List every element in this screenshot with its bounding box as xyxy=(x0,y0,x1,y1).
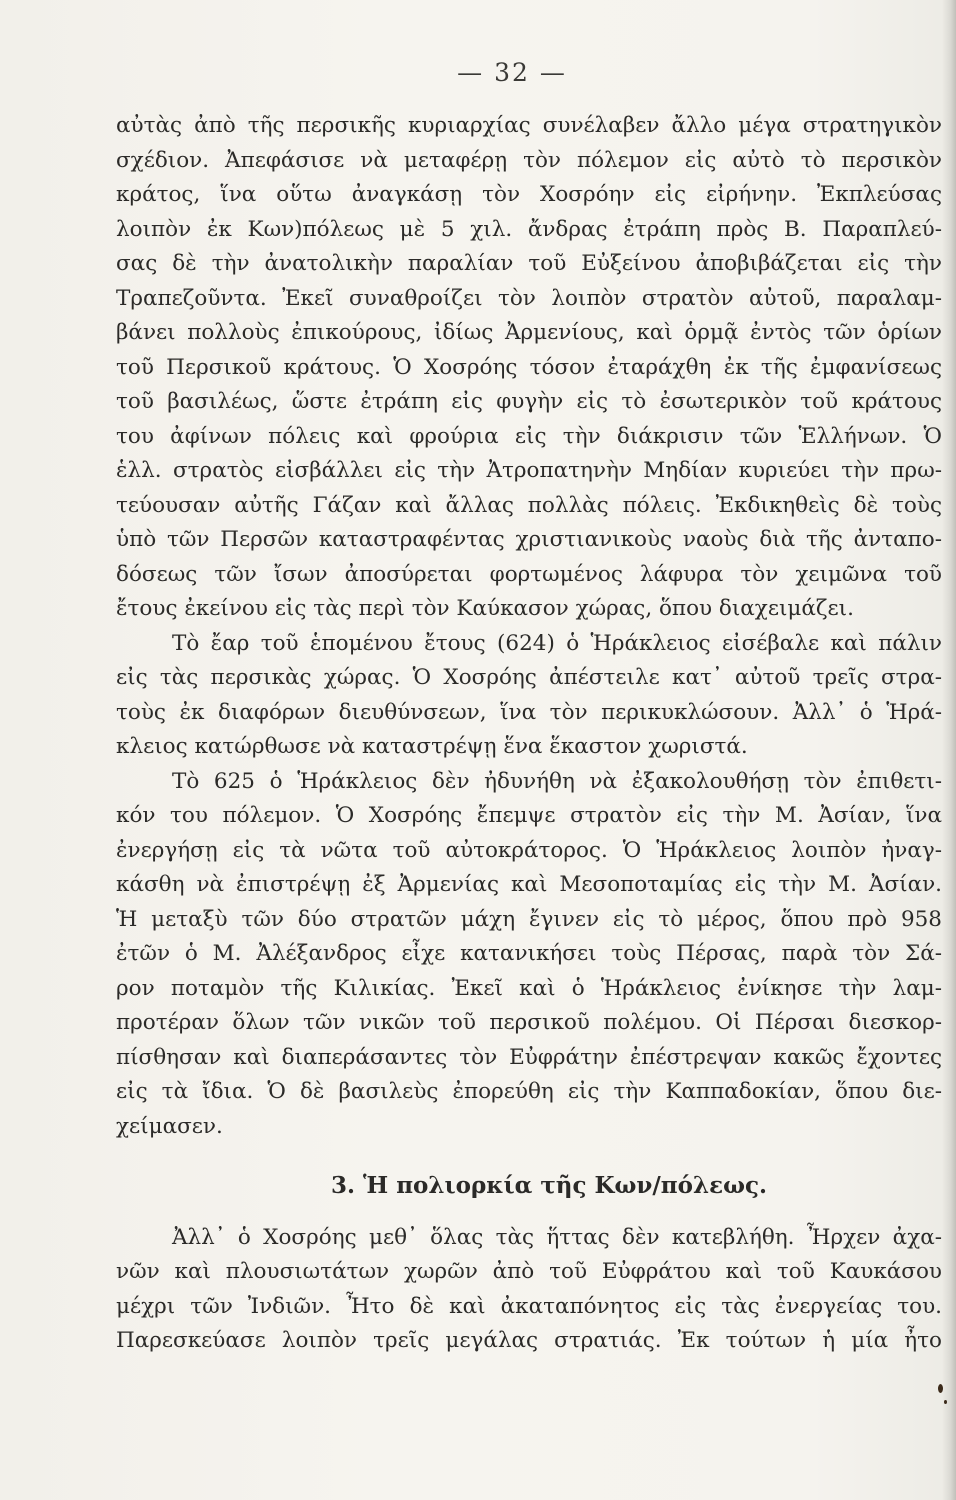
text-line: Ἡ μεταξὺ τῶν δύο στρατῶν μάχη ἔγινεν εἰς τὸ μέρος, ὅπου πρὸ 958 xyxy=(116,906,942,932)
paragraph-1 xyxy=(116,109,942,627)
text-line: Τραπεζοῦντα. Ἐκεῖ συναθροίζει τὸν λοιπὸν στρατὸν αὐτοῦ, παραλαμ- xyxy=(116,285,942,311)
text-line: Τὸ ἔαρ τοῦ ἑπομένου ἔτους (624) ὁ Ἡράκλειος εἰσέβαλε καὶ πάλιν xyxy=(172,630,942,656)
text-line: ἔτους ἐκείνου εἰς τὰς περὶ τὸν Καύκασον χώρας, ὅπου διαχειμάζει. xyxy=(116,596,854,621)
text-line: πίσθησαν καὶ διαπεράσαντες τὸν Εὐφράτην ἐπέστρεψαν κακῶς ἔχοντες xyxy=(116,1044,942,1070)
page-body xyxy=(116,109,942,1359)
text-line: δόσεως τῶν ἴσων ἀποσύρεται φορτωμένος λάφυρα τὸν χειμῶνα τοῦ xyxy=(116,561,942,587)
text-line: κλειος κατώρθωσε νὰ καταστρέψῃ ἕνα ἕκαστον χωριστά. xyxy=(116,734,748,759)
paragraph-4 xyxy=(116,1221,942,1359)
text-line: μέχρι τῶν Ἰνδιῶν. Ἦτο δὲ καὶ ἀκαταπόνητος εἰς τὰς ἐνεργείας του. xyxy=(116,1293,942,1319)
text-line: σχέδιον. Ἀπεφάσισε νὰ μεταφέρῃ τὸν πόλεμον εἰς αὐτὸ τὸ περσικὸν xyxy=(116,147,942,173)
text-line: ρον ποταμὸν τῆς Κιλικίας. Ἐκεῖ καὶ ὁ Ἡράκλειος ἐνίκησε τὴν λαμ- xyxy=(116,975,942,1001)
page-edge-shadow xyxy=(942,0,956,1500)
text-line: Ἀλλ᾿ ὁ Χοσρόης μεθ᾿ ὅλας τὰς ἥττας δὲν κατεβλήθη. Ἦρχεν ἀχα- xyxy=(172,1224,942,1250)
text-line: τοὺς ἐκ διαφόρων διευθύνσεων, ἵνα τὸν περικυκλώσουν. Ἀλλ᾿ ὁ Ἡρά- xyxy=(116,699,942,725)
text-line: ἐτῶν ὁ Μ. Ἀλέξανδρος εἶχε κατανικήσει τοὺς Πέρσας, παρὰ τὸν Σά- xyxy=(116,941,942,966)
ink-fleck xyxy=(944,1400,947,1404)
page-number: — 32 — xyxy=(457,58,567,87)
text-line: προτέραν ὅλων τῶν νικῶν τοῦ περσικοῦ πολέμου. Οἱ Πέρσαι διεσκορ- xyxy=(116,1010,942,1035)
section-heading: 3. Ἡ πολιορκία τῆς Κων/πόλεως. xyxy=(331,1172,767,1199)
text-line: Τὸ 625 ὁ Ἡράκλειος δὲν ἠδυνήθη νὰ ἐξακολουθήσῃ τὸν ἐπιθετι- xyxy=(172,768,942,794)
text-line: τοῦ Περσικοῦ κράτους. Ὁ Χοσρόης τόσον ἐταράχθη ἐκ τῆς ἐμφανίσεως xyxy=(116,354,942,380)
text-line: ἐνεργήσῃ εἰς τὰ νῶτα τοῦ αὐτοκράτορος. Ὁ Ἡράκλειος λοιπὸν ἠναγ- xyxy=(116,837,942,863)
text-line: τεύουσαν αὐτῆς Γάζαν καὶ ἄλλας πολλὰς πόλεις. Ἐκδικηθεὶς δὲ τοὺς xyxy=(116,492,942,518)
text-line: κόν του πόλεμον. Ὁ Χοσρόης ἔπεμψε στρατὸν εἰς τὴν Μ. Ἀσίαν, ἵνα xyxy=(116,803,942,828)
text-line: τοῦ βασιλέως, ὥστε ἐτράπη εἰς φυγὴν εἰς τὸ ἐσωτερικὸν τοῦ κράτους xyxy=(116,389,942,414)
text-line: ἑλλ. στρατὸς εἰσβάλλει εἰς τὴν Ἀτροπατηνὴν Μηδίαν κυριεύει τὴν πρω- xyxy=(116,458,942,483)
paragraph-3 xyxy=(116,765,942,1145)
paragraph-2 xyxy=(116,627,942,765)
text-line: ὑπὸ τῶν Περσῶν καταστραφέντας χριστιανικοὺς ναοὺς διὰ τῆς ἀνταπο- xyxy=(116,527,942,552)
text-line: κάσθη νὰ ἐπιστρέψῃ ἐξ Ἀρμενίας καὶ Μεσοποταμίας εἰς τὴν Μ. Ἀσίαν. xyxy=(116,872,942,897)
text-line: Παρεσκεύασε λοιπὸν τρεῖς μεγάλας στρατιάς. Ἐκ τούτων ἡ μία ἦτο xyxy=(116,1328,942,1353)
text-line: χείμασεν. xyxy=(116,1113,223,1139)
ink-fleck xyxy=(938,1384,943,1393)
text-line: εἰς τὰς περσικὰς χώρας. Ὁ Χοσρόης ἀπέστειλε κατ᾿ αὐτοῦ τρεῖς στρα- xyxy=(116,665,942,690)
text-line: κράτος, ἵνα οὕτω ἀναγκάσῃ τὸν Χοσρόην εἰς εἰρήνην. Ἐκπλεύσας xyxy=(116,182,942,207)
text-line: λοιπὸν ἐκ Κων)πόλεως μὲ 5 χιλ. ἄνδρας ἐτράπη πρὸς Β. Παραπλεύ- xyxy=(116,216,942,242)
text-line: εἰς τὰ ἴδια. Ὁ δὲ βασιλεὺς ἐπορεύθη εἰς τὴν Καππαδοκίαν, ὅπου διε- xyxy=(116,1079,942,1104)
text-line: βάνει πολλοὺς ἐπικούρους, ἰδίως Ἀρμενίους, καὶ ὁρμᾷ ἐντὸς τῶν ὁρίων xyxy=(116,320,942,345)
text-line: σας δὲ τὴν ἀνατολικὴν παραλίαν τοῦ Εὐξείνου ἀποβιβάζεται εἰς τὴν xyxy=(116,251,942,276)
text-line: του ἀφίνων πόλεις καὶ φρούρια εἰς τὴν διάκρισιν τῶν Ἑλλήνων. Ὁ xyxy=(116,423,942,449)
text-line: νῶν καὶ πλουσιωτάτων χωρῶν ἀπὸ τοῦ Εὐφράτου καὶ τοῦ Καυκάσου xyxy=(116,1259,942,1284)
text-line: αὐτὰς ἀπὸ τῆς περσικῆς κυριαρχίας συνέλαβεν ἄλλο μέγα στρατηγικὸν xyxy=(116,113,942,138)
